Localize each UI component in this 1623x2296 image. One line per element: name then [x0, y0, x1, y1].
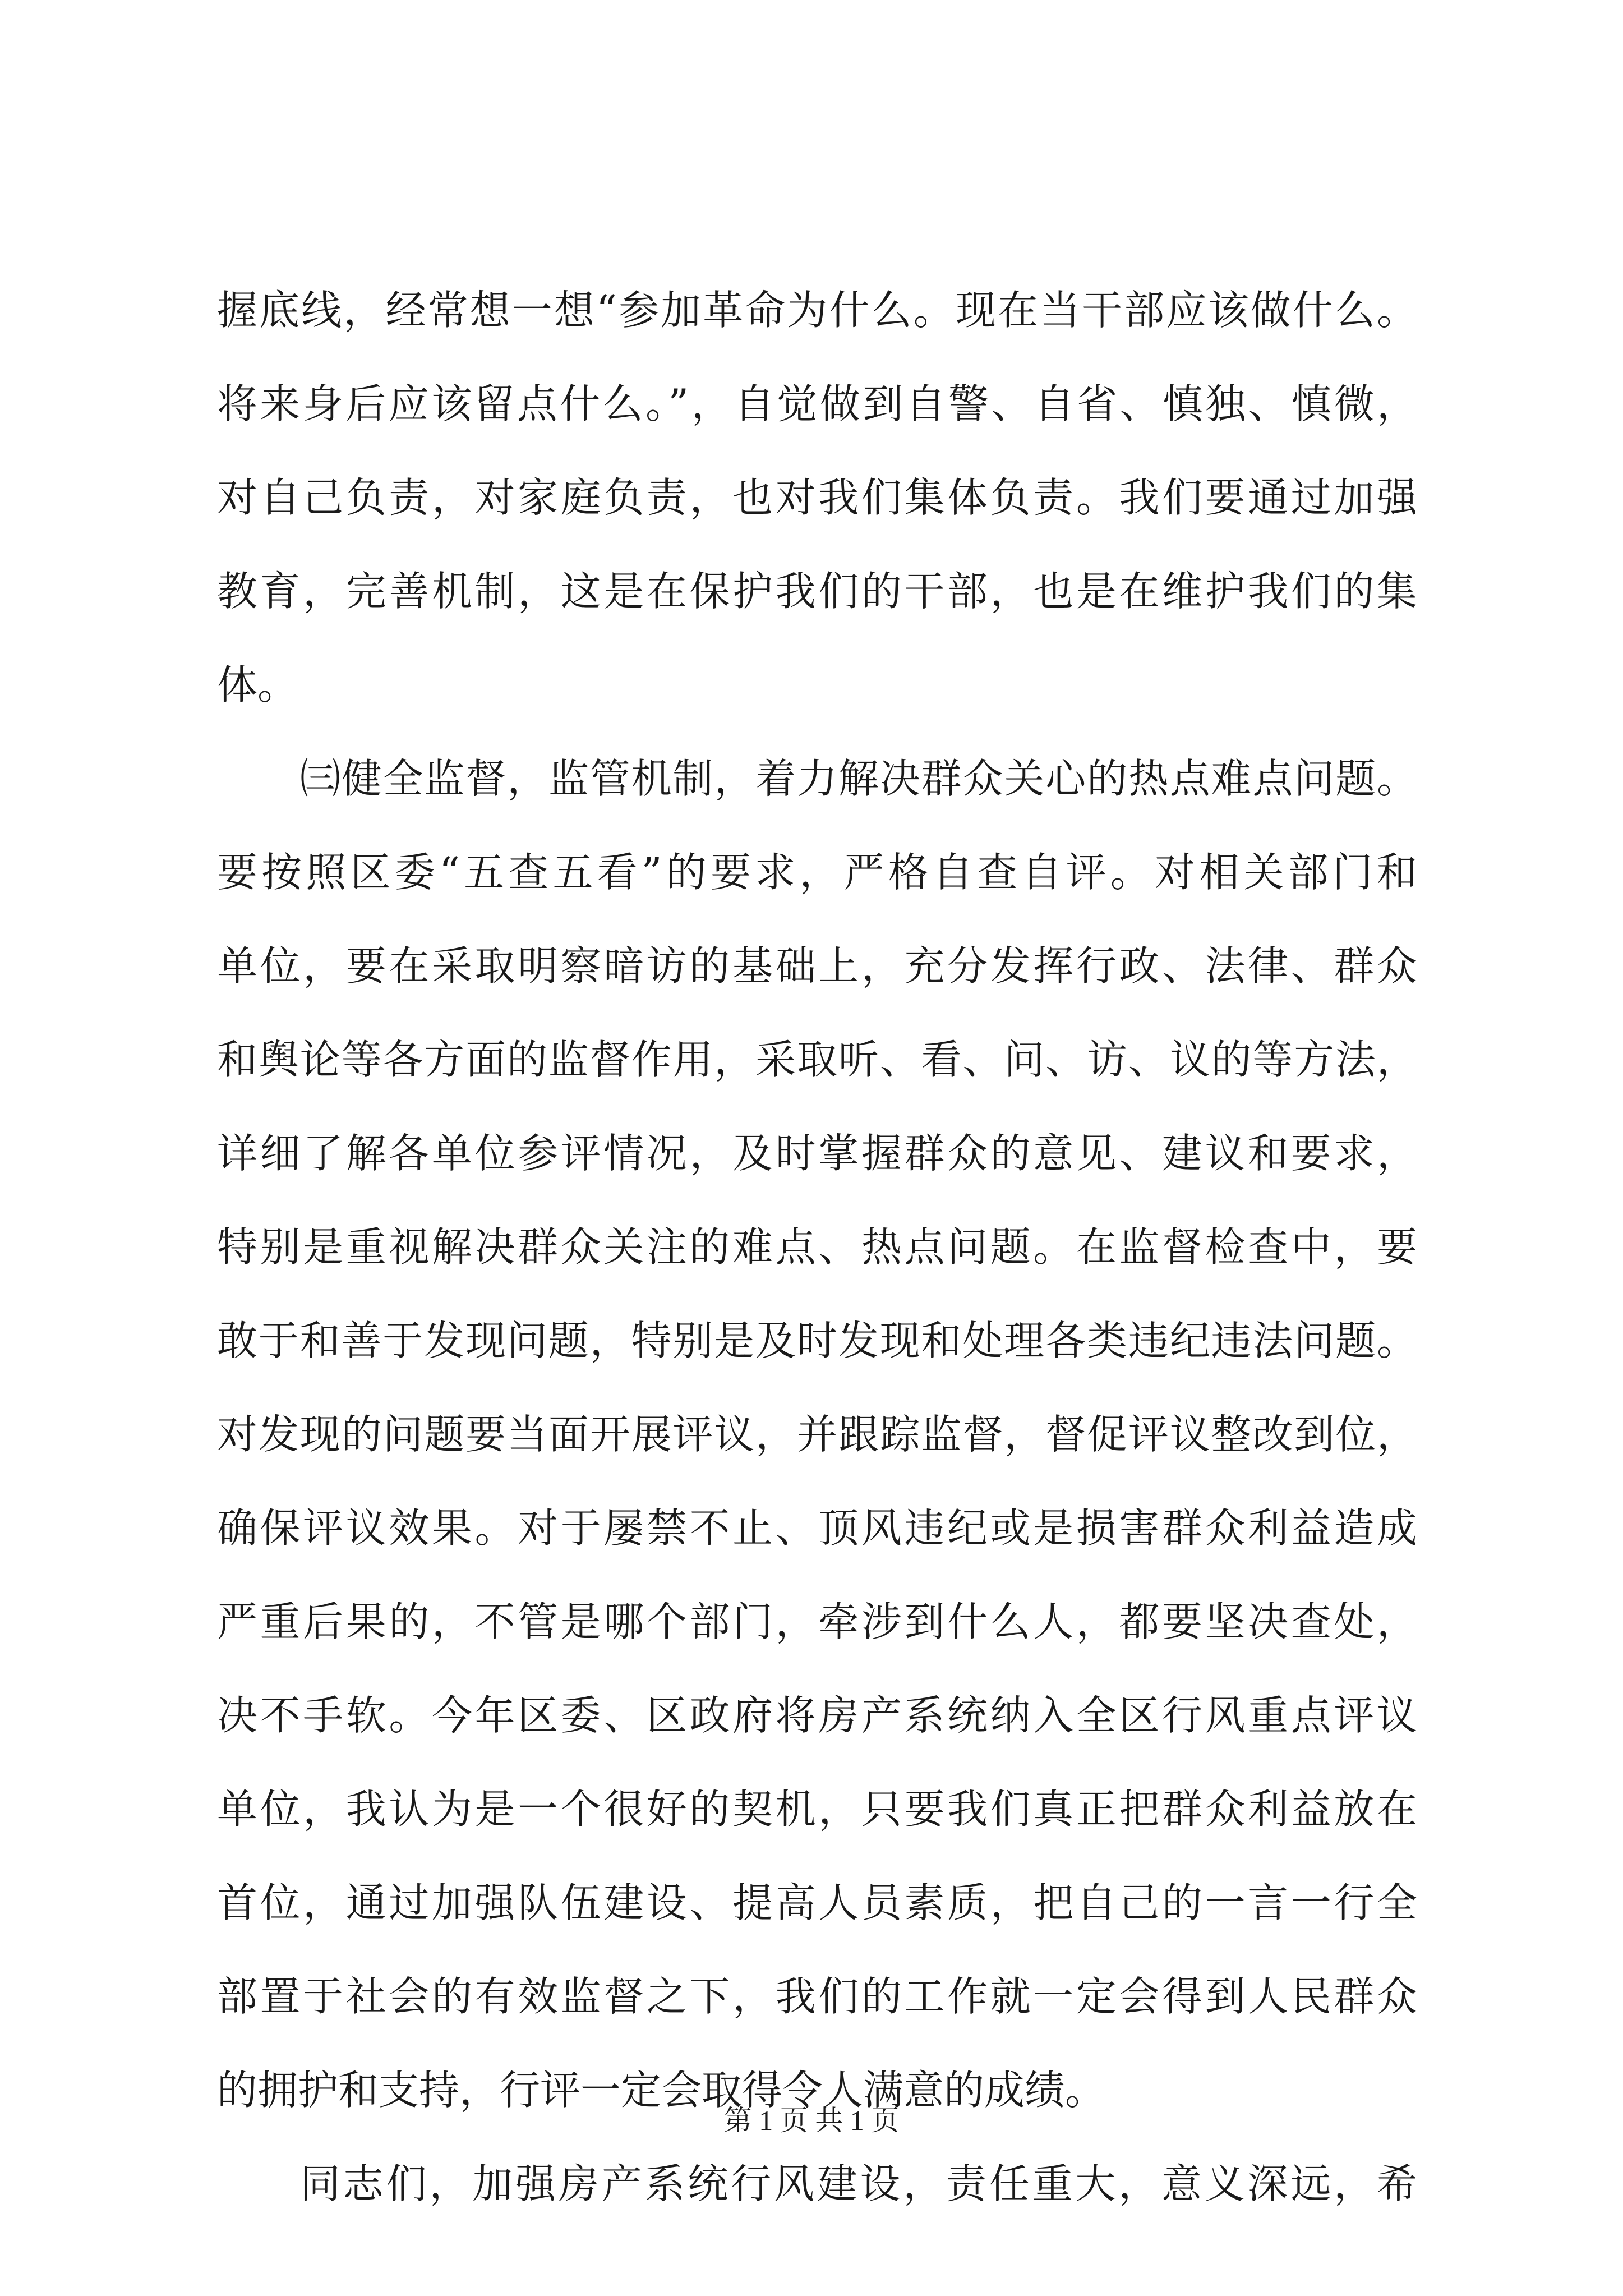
text-line: 特别是重视解决群众关注的难点、热点问题。在监督检查中，要 — [217, 1223, 1417, 1271]
text-line: 对自己负责，对家庭负责，也对我们集体负责。我们要通过加强 — [217, 474, 1417, 521]
text-line: 将来身后应该留点什么。”，自觉做到自警、自省、慎独、慎微， — [217, 380, 1417, 427]
text-line: 首位，通过加强队伍建设、提高人员素质，把自己的一言一行全 — [217, 1879, 1417, 1926]
text-line: 的拥护和支持，行评一定会取得令人满意的成绩。 — [217, 2067, 1106, 2114]
paragraph-start-line: 同志们，加强房产系统行风建设，责任重大，意义深远，希 — [300, 2160, 1417, 2207]
text-line: 要按照区委“五查五看”的要求，严格自查自评。对相关部门和 — [217, 849, 1417, 896]
text-line: 握底线，经常想一想“参加革命为什么。现在当干部应该做什么。 — [217, 287, 1417, 334]
section-heading-line: ㈢健全监督，监管机制，着力解决群众关心的热点难点问题。 — [300, 755, 1417, 802]
text-line: 单位，要在采取明察暗访的基础上，充分发挥行政、法律、群众 — [217, 942, 1417, 990]
text-line: 和舆论等各方面的监督作用，采取听、看、问、访、议的等方法， — [217, 1036, 1417, 1083]
text-line: 对发现的问题要当面开展评议，并跟踪监督，督促评议整改到位， — [217, 1411, 1417, 1458]
text-line: 严重后果的，不管是哪个部门，牵涉到什么人，都要坚决查处， — [217, 1598, 1417, 1645]
text-line: 部置于社会的有效监督之下，我们的工作就一定会得到人民群众 — [217, 1973, 1417, 2020]
text-line: 单位，我认为是一个很好的契机，只要我们真正把群众利益放在 — [217, 1786, 1417, 1833]
text-line: 敢于和善于发现问题，特别是及时发现和处理各类违纪违法问题。 — [217, 1317, 1417, 1364]
body-text — [217, 264, 1417, 2231]
text-line: 决不手软。今年区委、区政府将房产系统纳入全区行风重点评议 — [217, 1692, 1417, 1739]
text-line: 详细了解各单位参评情况，及时掌握群众的意见、建议和要求， — [217, 1130, 1417, 1177]
text-line: 体。 — [217, 661, 298, 708]
page-footer: 第 1 页 共 1 页 — [723, 2105, 900, 2136]
text-line: 确保评议效果。对于屡禁不止、顶风违纪或是损害群众利益造成 — [217, 1504, 1417, 1552]
text-line: 教育，完善机制，这是在保护我们的干部，也是在维护我们的集 — [217, 568, 1417, 615]
